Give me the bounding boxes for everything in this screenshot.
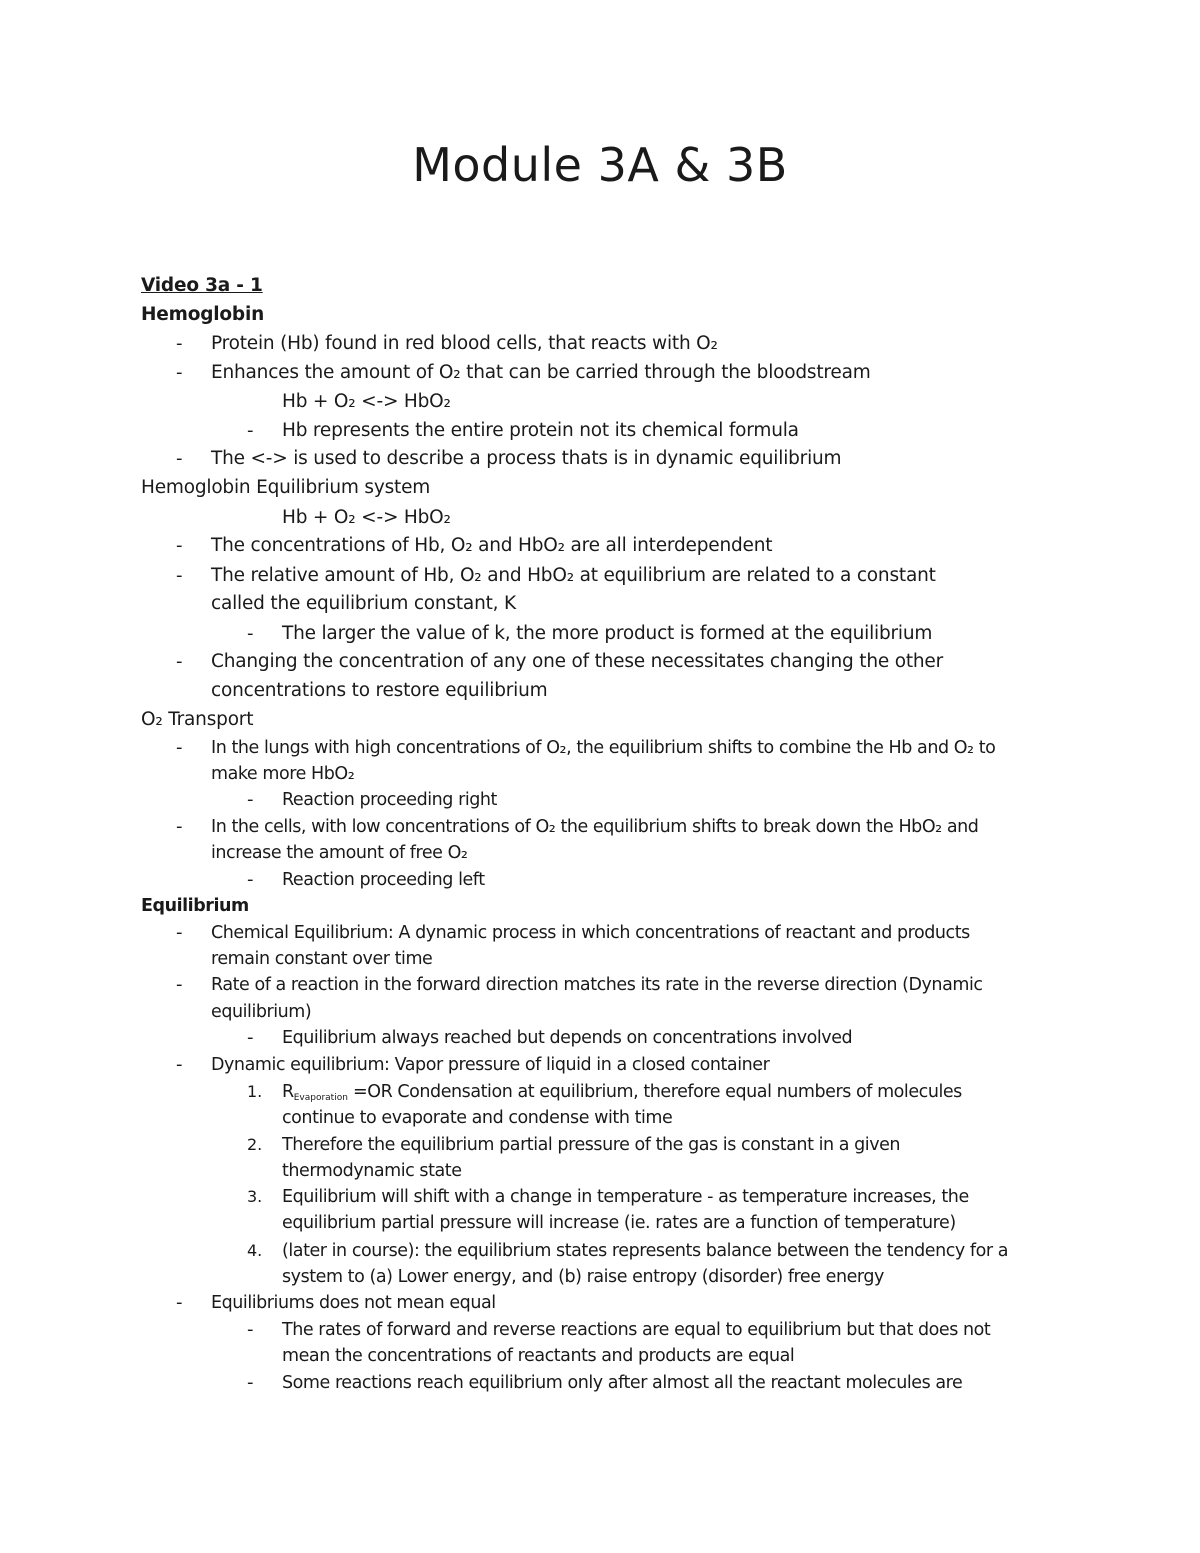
bullet-dash: - [176,448,183,469]
bullet-text-continuation: remain constant over time [211,949,433,969]
sub-bullet-text: The larger the value of k, the more product is formed at the equilibrium [282,623,933,644]
bullet-text-continuation: equilibrium) [211,1002,312,1022]
bullet-text-continuation: increase the amount of free O₂ [211,843,468,863]
bullet-dash: - [247,623,254,644]
bullet-dash: - [176,974,183,995]
bullet-dash: - [247,789,254,810]
bullet-dash: - [247,1372,254,1393]
section-heading-hemoglobin: Hemoglobin [141,304,265,325]
bullet-dash: - [176,535,183,556]
numbered-item-text: $R_{Evaporation} =OR$ Condensation at equilibrium, therefore equal numbers of molecules [282,1082,962,1103]
numbered-item-text: (later in course): the equilibrium states represents balance between the tendency for a [282,1241,1008,1261]
sub-bullet-text: The rates of forward and reverse reactions are equal to equilibrium but that does not [282,1320,991,1340]
bullet-text: Protein (Hb) found in red blood cells, that reacts with O₂ [211,333,718,354]
subscript-evaporation: Evaporation [293,1093,348,1103]
bullet-text: Rate of a reaction in the forward direction matches its rate in the reverse direction (Dynamic [211,975,983,995]
section-heading-equilibrium: Equilibrium [141,896,249,916]
bullet-text-continuation: make more HbO₂ [211,764,355,784]
numbered-item-continuation: thermodynamic state [282,1161,462,1181]
list-number: 2. [247,1135,263,1154]
video-heading: Video 3a - 1 [141,275,263,296]
bullet-text: Enhances the amount of O₂ that can be carried through the bloodstream [211,362,871,383]
bullet-dash: - [247,869,254,890]
page-title: Module 3A & 3B [412,138,788,192]
bullet-dash: - [176,651,183,672]
bullet-dash: - [176,565,183,586]
numbered-item-continuation: continue to evaporate and condense with time [282,1108,673,1128]
numbered-item-continuation: equilibrium partial pressure will increase (ie. rates are a function of temperature) [282,1213,956,1233]
list-number: 1. [247,1082,263,1101]
numbered-item-text: Equilibrium will shift with a change in temperature - as temperature increases, the [282,1187,969,1207]
bullet-text: The relative amount of Hb, O₂ and HbO₂ at equilibrium are related to a constant [211,565,936,586]
bullet-text: Changing the concentration of any one of these necessitates changing the other [211,651,944,672]
list-number: 3. [247,1187,263,1206]
bullet-text: In the cells, with low concentrations of O₂ the equilibrium shifts to break down the HbO₂ and [211,817,979,837]
sub-bullet-text: Equilibrium always reached but depends on concentrations involved [282,1028,853,1048]
bullet-text: The concentrations of Hb, O₂ and HbO₂ are all interdependent [211,535,773,556]
bullet-dash: - [176,737,183,758]
sub-bullet-text: Reaction proceeding left [282,870,485,890]
bullet-dash: - [247,420,254,441]
equation: Hb + O₂ <-> HbO₂ [282,507,451,528]
equation: Hb + O₂ <-> HbO₂ [282,391,451,412]
sub-bullet-text-continuation: mean the concentrations of reactants and products are equal [282,1346,795,1366]
section-heading-equilibrium-system: Hemoglobin Equilibrium system [141,477,431,498]
bullet-text-continuation: called the equilibrium constant, K [211,593,516,614]
bullet-dash: - [247,1027,254,1048]
numbered-item-continuation: system to (a) Lower energy, and (b) raise entropy (disorder) free energy [282,1267,884,1287]
bullet-text: The <-> is used to describe a process thats is in dynamic equilibrium [211,448,842,469]
sub-bullet-text: Hb represents the entire protein not its chemical formula [282,420,799,441]
bullet-text: In the lungs with high concentrations of O₂, the equilibrium shifts to combine the Hb and O₂ to [211,738,996,758]
bullet-text-continuation: concentrations to restore equilibrium [211,680,548,701]
bullet-dash: - [176,362,183,383]
bullet-dash: - [176,1292,183,1313]
list-number: 4. [247,1241,263,1260]
bullet-dash: - [247,1319,254,1340]
bullet-dash: - [176,333,183,354]
numbered-item-text: Therefore the equilibrium partial pressure of the gas is constant in a given [282,1135,901,1155]
bullet-dash: - [176,922,183,943]
bullet-text: Equilibriums does not mean equal [211,1293,496,1313]
section-heading-o2-transport: O₂ Transport [141,709,254,730]
bullet-text: Dynamic equilibrium: Vapor pressure of liquid in a closed container [211,1055,770,1075]
bullet-dash: - [176,816,183,837]
bullet-text: Chemical Equilibrium: A dynamic process in which concentrations of reactant and products [211,923,970,943]
bullet-dash: - [176,1054,183,1075]
sub-bullet-text: Reaction proceeding right [282,790,497,810]
sub-bullet-text: Some reactions reach equilibrium only after almost all the reactant molecules are [282,1373,963,1393]
